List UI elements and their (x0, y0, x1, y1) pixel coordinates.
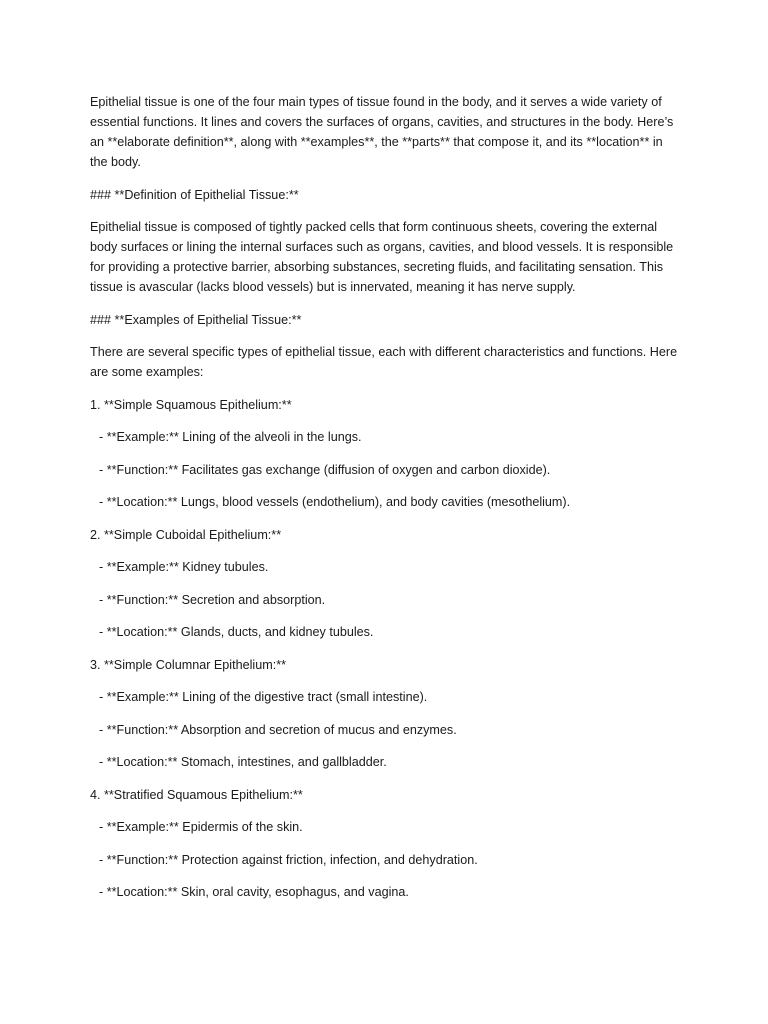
list-item-simple-columnar: 3. **Simple Columnar Epithelium:** (90, 657, 286, 672)
examples-heading: ### **Examples of Epithelial Tissue:** (90, 312, 302, 327)
sub-item-function: - **Function:** Facilitates gas exchange (diffusion of oxygen and carbon dioxide). (99, 462, 551, 477)
sub-item-location: - **Location:** Glands, ducts, and kidney tubules. (99, 625, 374, 639)
sub-item-example: - **Example:** Kidney tubules. (99, 560, 269, 574)
intro-paragraph: Epithelial tissue is one of the four main types of tissue found in the body, and it serves a wide variety of essential functions. It lines and covers the surfaces of organs, cavities, and structures in the body. Here’s an **elaborate definition**, along with **examples**, the **parts** that compose it, and its **location** in the body. (90, 95, 674, 169)
list-item-simple-cuboidal: 2. **Simple Cuboidal Epithelium:** (90, 527, 282, 542)
sub-item-location: - **Location:** Lungs, blood vessels (endothelium), and body cavities (mesothelium). (99, 495, 571, 509)
sub-item-function: - **Function:** Secretion and absorption. (99, 592, 326, 607)
list-item-stratified-squamous: 4. **Stratified Squamous Epithelium:** (90, 787, 303, 802)
sub-item-function: - **Function:** Absorption and secretion of mucus and enzymes. (99, 722, 457, 737)
document-page (90, 92, 680, 915)
sub-item-example: - **Example:** Lining of the digestive tract (small intestine). (99, 690, 428, 704)
sub-item-location: - **Location:** Stomach, intestines, and gallbladder. (99, 755, 387, 769)
definition-heading: ### **Definition of Epithelial Tissue:** (90, 187, 299, 202)
sub-item-location: - **Location:** Skin, oral cavity, esophagus, and vagina. (99, 885, 409, 899)
examples-intro-paragraph: There are several specific types of epithelial tissue, each with different characteristics and functions. Here are some examples: (90, 345, 678, 379)
list-item-simple-squamous: 1. **Simple Squamous Epithelium:** (90, 397, 292, 412)
sub-item-example: - **Example:** Lining of the alveoli in the lungs. (99, 430, 362, 444)
sub-item-example: - **Example:** Epidermis of the skin. (99, 820, 303, 834)
sub-item-function: - **Function:** Protection against friction, infection, and dehydration. (99, 852, 478, 867)
definition-paragraph: Epithelial tissue is composed of tightly packed cells that form continuous sheets, covering the external body surfaces or lining the internal surfaces such as organs, cavities, and blood vessels. It is responsible for providing a protective barrier, absorbing substances, secreting fluids, and facilitating sensation. This tissue is avascular (lacks blood vessels) but is innervated, meaning it has nerve supply. (90, 220, 674, 294)
